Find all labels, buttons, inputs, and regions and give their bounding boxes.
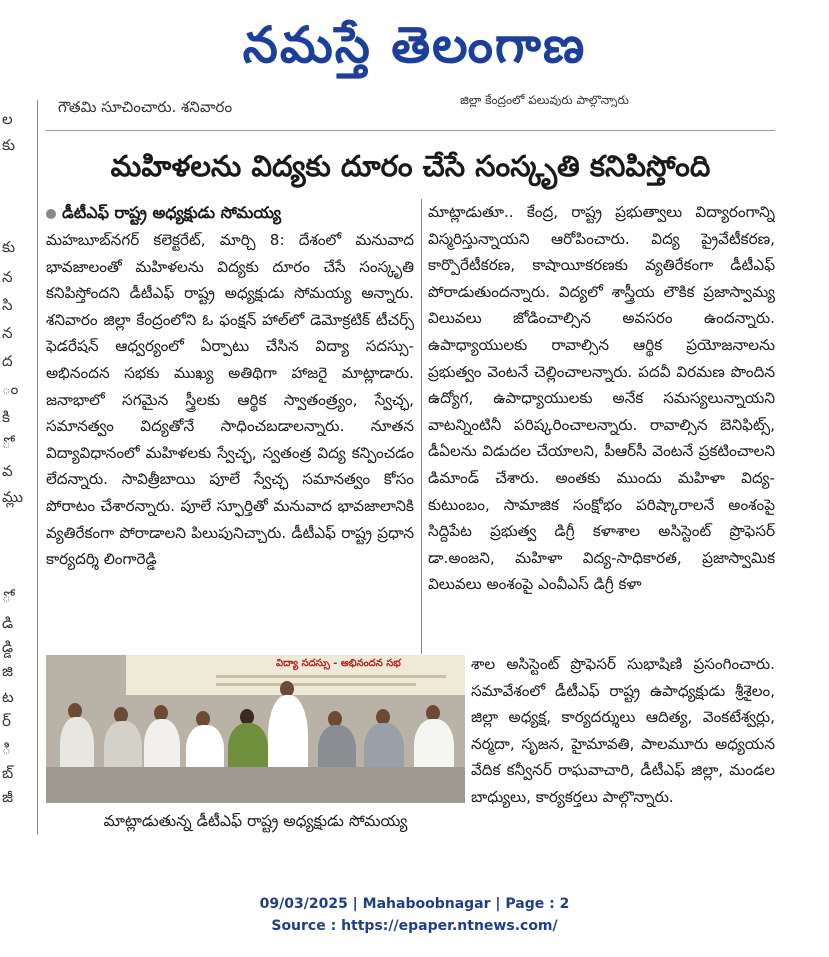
- fragment-glyph: ి: [2, 740, 11, 758]
- bullet-icon: [46, 209, 56, 219]
- article-headline: మహిళలను విద్యకు దూరం చేసే సంస్కృతి కనిపిస్తోంది: [110, 149, 711, 183]
- column-divider-middle: [421, 199, 422, 654]
- fragment-glyph: కు: [2, 136, 16, 154]
- fragment-glyph: న: [2, 268, 13, 286]
- article-column-right-continued: [471, 651, 775, 841]
- fragment-glyph: ో: [2, 588, 11, 606]
- previous-article-snippet-right: జిల్లా కేంద్రంలో పలువురు పాల్గొన్నారు: [460, 93, 629, 107]
- article-body-right-end: శాల అసిస్టెంట్ ప్రొఫెసర్ సుభాషిణి ప్రసంగించారు. సమావేశంలో డీటీఎఫ్ రాష్ట్ర ఉపాధ్యక్షుడు శ్రీశైలం, జిల్లా అధ్యక్ష, కార్యదర్శులు ఆదిత్య, వెంకటేశ్వర్లు, నర్మదా, సృజన, హైమావతి, పాలమూరు అధ్యయన వేదిక కన్వీనర్ రాఘవాచారి, డీటీఎఫ్ జిల్లా, మండల బాధ్యులు, కార్యకర్తలు పాల్గొన్నారు.: [471, 655, 775, 806]
- fragment-glyph: డ్డి: [2, 638, 14, 656]
- column-divider-left: [37, 100, 38, 835]
- adjacent-column-fragment: [0, 100, 28, 820]
- article-body-left: మహబూబ్‌నగర్ కలెక్టరేట్, మార్చి 8: దేశంలో మనువాద భావజాలంతో మహిళలను విద్యకు దూరం చేసే సంస్కృతి కనిపిస్తోందని డీటీఎఫ్ రాష్ట్ర అధ్యక్షుడు సోమయ్య అన్నారు. శనివారం జిల్లా కేంద్రంలోని ఓ ఫంక్షన్ హాల్‌లో డెమోక్రటిక్ టీచర్స్ ఫెడరేషన్ ఆధ్వర్యంలో ఏర్పాటు చేసిన విద్యా సదస్సు-అభినందన సభకు ముఖ్య అతిథిగా హాజరై మాట్లాడారు. జనాభాలో సగమైన స్త్రీలకు ఆర్థిక స్వాతంత్ర్యం, స్వేచ్ఛ, సమానత్వం విద్యతోనే సాధించబడాలన్నారు. నూతన విద్యావిధానంలో మహిళలకు స్వేచ్ఛ, స్వతంత్ర విద్య కన్పించడం లేదన్నారు. సావిత్రీబాయి పూలే స్వేచ్ఛ సమానత్వం కోసం పోరాటం చేశారన్నారు. పూలే స్ఫూర్తితో మనువాద భావజాలానికి వ్యతిరేకంగా పోరాడాలని పిలుపునిచ్చారు. డీటీఎఫ్ రాష్ట్ర ప్రధాన కార్యదర్శి లింగారెడ్డి: [46, 231, 414, 569]
- fragment-glyph: డి: [2, 614, 14, 632]
- fragment-glyph: న: [2, 324, 13, 342]
- masthead-logo: నమస్తే తెలంగాణ: [242, 16, 587, 74]
- source-url: Source : https://epaper.ntnews.com/: [271, 918, 558, 934]
- fragment-glyph: ో: [2, 434, 11, 452]
- fragment-glyph: ద: [2, 352, 13, 370]
- fragment-glyph: ం: [2, 380, 19, 398]
- event-photo: [46, 655, 465, 803]
- fragment-glyph: కు: [2, 238, 16, 256]
- photo-caption: మాట్లాడుతున్న డీటీఎఫ్ రాష్ట్ర అధ్యక్షుడు సోమయ్య: [103, 812, 408, 830]
- photo-stage-banner: విద్యా సదస్సు - అభినందన సభ: [126, 655, 465, 695]
- article-column-left: [46, 199, 414, 649]
- fragment-glyph: ల: [2, 110, 13, 128]
- article-column-right: [428, 199, 775, 654]
- previous-article-snippet: గౌతమి సూచించారు. శనివారం: [58, 98, 233, 116]
- fragment-glyph: జి: [2, 662, 13, 680]
- fragment-glyph: కి: [2, 408, 10, 426]
- fragment-glyph: మ్లు: [2, 488, 24, 506]
- fragment-glyph: జీ: [2, 788, 13, 806]
- edition-info: 09/03/2025 | Mahaboobnagar | Page : 2: [259, 896, 570, 912]
- fragment-glyph: వ: [2, 462, 13, 480]
- article-subhead: డీటీఎఫ్ రాష్ట్ర అధ్యక్షుడు సోమయ్య: [46, 199, 414, 227]
- fragment-glyph: ర్: [2, 712, 11, 730]
- headline-rule: [46, 130, 775, 131]
- article-body-right: మాట్లాడుతూ.. కేంద్ర, రాష్ట్ర ప్రభుత్వాలు విద్యారంగాన్ని విస్మరిస్తున్నాయని ఆరోపించారు. విద్య ప్రైవేటీకరణ, కార్పొరేటీకరణ, కాషాయీకరణకు వ్యతిరేకంగా డీటీఎఫ్ పోరాడుతుందన్నారు. విద్యలో శాస్త్రీయ లౌకిక ప్రజాస్వామ్య విలువలు జోడించాల్సిన అవసరం ఉందన్నారు. ఉపాధ్యాయులకు రావాల్సిన ఆర్థిక ప్రయోజనాలను ప్రభుత్వం వెంటనే చెల్లించాలన్నారు. పదవీ విరమణ పొందిన ఉద్యోగ, ఉపాధ్యాయులకు అనేక సమస్యలున్నాయని వాటన్నింటినీ పరిష్కరించాలన్నారు. రావాల్సిన బెనిఫిట్స్, డీఏలను విడుదల చేయాలని, పీఆర్‌సీ వెంటనే ప్రకటించాలని డిమాండ్ చేశారు. అంతకు ముందు మహిళా విద్య-కుటుంబం, సామాజిక సంక్షోభం పరిష్కారాలనే అంశంపై సిద్దిపేట ప్రభుత్వ డిగ్రీ కళాశాల అసిస్టెంట్ ప్రొఫెసర్ డా.అంజని, మహిళా విద్య-సాధికారత, ప్రజాస్వామిక విలువలు అంశంపై ఎంవీఎస్ డిగ్రీ కళా: [428, 203, 775, 594]
- fragment-glyph: ట: [2, 688, 14, 706]
- fragment-glyph: సి: [2, 296, 13, 314]
- fragment-glyph: బ్: [2, 764, 14, 782]
